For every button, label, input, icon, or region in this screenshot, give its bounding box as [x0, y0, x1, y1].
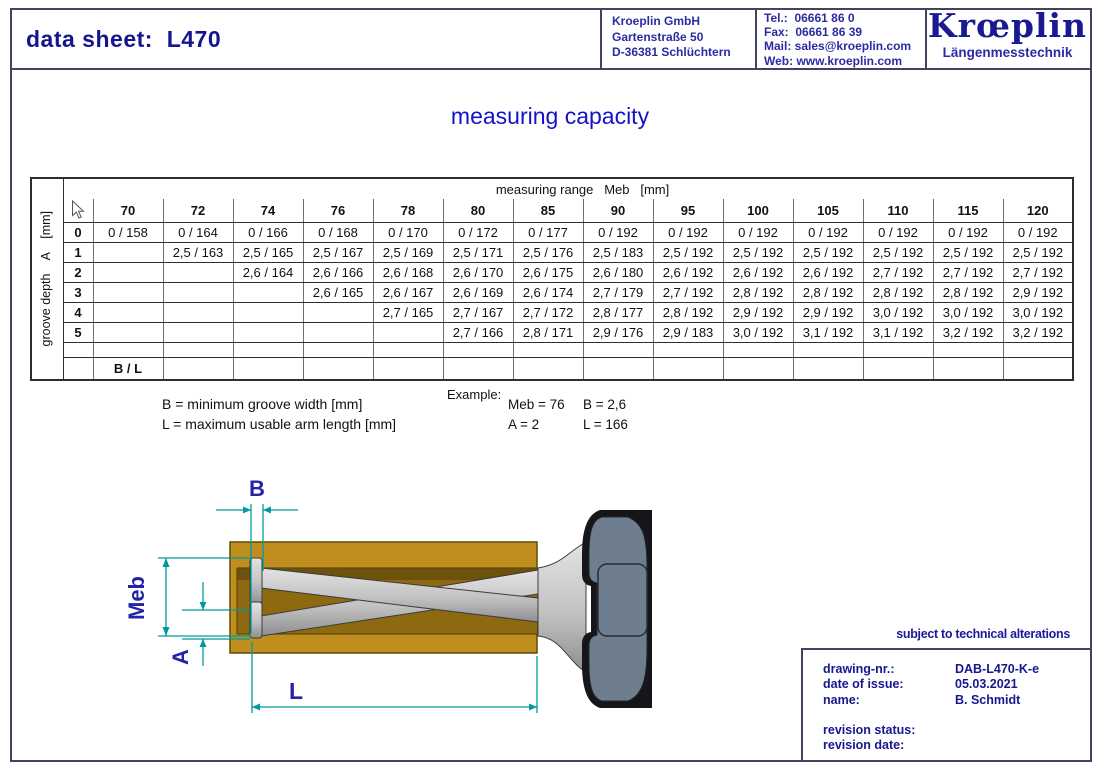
table-cell: 0 / 192	[793, 223, 863, 243]
arm-neck	[538, 542, 586, 672]
table-cell: 0 / 158	[93, 223, 163, 243]
table-cell: 2,5 / 192	[863, 243, 933, 263]
table-cell: 2,6 / 192	[793, 263, 863, 283]
row-label: 4	[63, 303, 93, 323]
footer-cell	[373, 358, 443, 381]
table-cell: 2,9 / 192	[723, 303, 793, 323]
table-cell	[163, 323, 233, 343]
corner-blank-cell	[63, 178, 93, 199]
row-label: 0	[63, 223, 93, 243]
table-cell: 3,0 / 192	[723, 323, 793, 343]
table-cell: 3,0 / 192	[1003, 303, 1073, 323]
table-cell: 2,8 / 192	[653, 303, 723, 323]
spacer-cell	[933, 343, 1003, 358]
table-cell: 3,1 / 192	[793, 323, 863, 343]
table-cell: 0 / 170	[373, 223, 443, 243]
dim-label-a: A	[168, 649, 193, 665]
row-label: 2	[63, 263, 93, 283]
measuring-range-header: measuring range Meb [mm]	[495, 181, 670, 197]
col-header-72: 72	[163, 199, 233, 223]
table-cell	[303, 323, 373, 343]
table-cell: 2,6 / 166	[303, 263, 373, 283]
header-bottom-line	[10, 68, 1092, 70]
footer-row-label	[63, 358, 93, 381]
table-cell: 2,6 / 168	[373, 263, 443, 283]
info-row-drawing-nr	[803, 662, 1092, 677]
info-value: 05.03.2021	[955, 677, 1018, 692]
table-cell: 2,7 / 167	[443, 303, 513, 323]
contact-tel: Tel.: 06661 86 0	[764, 11, 855, 25]
table-cell	[93, 283, 163, 303]
info-label: date of issue:	[823, 677, 904, 692]
footer-cell	[443, 358, 513, 381]
table-cell: 2,8 / 171	[513, 323, 583, 343]
page-title: measuring capacity	[450, 103, 650, 129]
table-row-a5	[31, 323, 1073, 343]
row-label: 1	[63, 243, 93, 263]
table-cell: 2,6 / 175	[513, 263, 583, 283]
table-cell: 2,5 / 169	[373, 243, 443, 263]
example-meb: Meb = 76	[508, 397, 565, 412]
document-title: data sheet: L470	[26, 26, 222, 52]
col-header-100: 100	[723, 199, 793, 223]
table-cell: 2,7 / 179	[583, 283, 653, 303]
table-cell: 2,7 / 192	[653, 283, 723, 303]
footer-cell	[233, 358, 303, 381]
spacer-cell	[1003, 343, 1073, 358]
col-header-120: 120	[1003, 199, 1073, 223]
table-cell: 2,7 / 192	[863, 263, 933, 283]
table-cell: 3,2 / 192	[933, 323, 1003, 343]
row-label: 5	[63, 323, 93, 343]
lower-contact-tip	[250, 602, 262, 638]
info-row-revision-status	[803, 723, 1092, 738]
example-title: Example:	[447, 387, 502, 402]
company-name: Kroeplin GmbH	[612, 14, 701, 28]
table-cell: 0 / 177	[513, 223, 583, 243]
row-label: 3	[63, 283, 93, 303]
table-cell: 2,5 / 171	[443, 243, 513, 263]
footer-cell	[653, 358, 723, 381]
table-cell: 2,5 / 176	[513, 243, 583, 263]
table-cell: 2,6 / 167	[373, 283, 443, 303]
spacer-cell	[163, 343, 233, 358]
table-cell: 0 / 192	[723, 223, 793, 243]
gauge-head	[582, 510, 652, 708]
contact-web: Web: www.kroeplin.com	[764, 53, 903, 68]
table-cell: 2,7 / 192	[1003, 263, 1073, 283]
measuring-capacity-section	[30, 177, 1074, 381]
table-cell: 2,8 / 177	[583, 303, 653, 323]
drawing-info-box	[801, 648, 1092, 762]
table-cell: 2,6 / 192	[723, 263, 793, 283]
footer-cell	[303, 358, 373, 381]
table-cell: 2,5 / 192	[723, 243, 793, 263]
table-cell: 3,2 / 192	[1003, 323, 1073, 343]
table-cell	[163, 303, 233, 323]
table-cell: 3,0 / 192	[863, 303, 933, 323]
footer-cell	[513, 358, 583, 381]
logo-wordmark: Krœplin	[927, 6, 1088, 45]
header-divider-2	[755, 10, 757, 69]
table-cell: 3,1 / 192	[863, 323, 933, 343]
info-value: B. Schmidt	[955, 692, 1021, 707]
table-cell	[93, 323, 163, 343]
spacer-cell	[653, 343, 723, 358]
spacer-cell	[863, 343, 933, 358]
table-cell: 0 / 192	[583, 223, 653, 243]
spacer-cell	[583, 343, 653, 358]
col-header-78: 78	[373, 199, 443, 223]
table-cell	[93, 303, 163, 323]
upper-contact-tip	[250, 558, 262, 604]
table-cell: 0 / 168	[303, 223, 373, 243]
table-cell: 2,5 / 163	[163, 243, 233, 263]
spacer-row-label	[63, 343, 93, 358]
table-cell: 2,7 / 166	[443, 323, 513, 343]
spacer-cell	[443, 343, 513, 358]
table-cell	[233, 283, 303, 303]
col-header-110: 110	[863, 199, 933, 223]
row-axis-label: groove depth A [mm]	[39, 211, 54, 347]
info-label: name:	[823, 692, 860, 707]
table-cell: 2,6 / 164	[233, 263, 303, 283]
table-cell: 2,7 / 165	[373, 303, 443, 323]
table-cell: 2,8 / 192	[933, 283, 1003, 303]
table-cell: 2,5 / 183	[583, 243, 653, 263]
spacer-cell	[233, 343, 303, 358]
contact-mail: Mail: sales@kroeplin.com	[764, 39, 912, 54]
legend-l: L = maximum usable arm length [mm]	[162, 416, 397, 432]
table-cell: 0 / 166	[233, 223, 303, 243]
spacer-cell	[513, 343, 583, 358]
info-label: revision status:	[823, 722, 916, 737]
table-cell: 2,6 / 174	[513, 283, 583, 303]
table-cell: 0 / 172	[443, 223, 513, 243]
bl-label-cell: B / L	[93, 358, 163, 381]
table-cell: 2,8 / 192	[863, 283, 933, 303]
table-cell: 2,6 / 180	[583, 263, 653, 283]
capacity-table	[30, 177, 1074, 381]
company-contact	[764, 11, 911, 68]
company-city: D-36381 Schlüchtern	[612, 45, 731, 59]
table-cell: 2,9 / 183	[653, 323, 723, 343]
col-header-70: 70	[93, 199, 163, 223]
col-header-80: 80	[443, 199, 513, 223]
footer-cell	[793, 358, 863, 381]
dim-label-l: L	[288, 678, 304, 704]
table-cell: 2,5 / 165	[233, 243, 303, 263]
mouse-cursor-icon	[70, 200, 86, 219]
col-header-74: 74	[233, 199, 303, 223]
footer-cell	[723, 358, 793, 381]
table-cell	[303, 303, 373, 323]
col-header-90: 90	[583, 199, 653, 223]
table-row-a3	[31, 283, 1073, 303]
table-cell: 2,7 / 192	[933, 263, 1003, 283]
table-row-a4	[31, 303, 1073, 323]
company-address	[612, 14, 731, 61]
table-cell: 0 / 164	[163, 223, 233, 243]
table-cell: 0 / 192	[933, 223, 1003, 243]
table-cell: 2,5 / 192	[1003, 243, 1073, 263]
info-label: drawing-nr.:	[823, 662, 895, 676]
dim-label-b: B	[249, 476, 265, 501]
table-cell: 2,6 / 192	[653, 263, 723, 283]
row-axis-label-cell	[31, 178, 63, 380]
col-header-85: 85	[513, 199, 583, 223]
spacer-cell	[793, 343, 863, 358]
table-cell: 2,7 / 172	[513, 303, 583, 323]
table-cell: 0 / 192	[653, 223, 723, 243]
table-cell: 2,5 / 192	[653, 243, 723, 263]
table-cell: 2,6 / 170	[443, 263, 513, 283]
spacer-cell	[373, 343, 443, 358]
table-cell	[93, 243, 163, 263]
table-cell: 2,6 / 165	[303, 283, 373, 303]
table-cell: 2,5 / 167	[303, 243, 373, 263]
info-row-date-of-issue	[803, 677, 1092, 692]
table-cell	[163, 263, 233, 283]
cursor-cell	[63, 199, 93, 223]
company-logo	[925, 8, 1090, 60]
table-cell	[233, 303, 303, 323]
table-cell	[163, 283, 233, 303]
footer-cell	[933, 358, 1003, 381]
spacer-cell	[93, 343, 163, 358]
company-street: Gartenstraße 50	[612, 29, 704, 44]
header-divider-1	[600, 10, 602, 69]
info-label: revision date:	[823, 738, 905, 753]
table-cell: 2,6 / 169	[443, 283, 513, 303]
alterations-notice: subject to technical alterations	[896, 627, 1070, 641]
table-row-a0	[31, 223, 1073, 243]
table-row-a2	[31, 263, 1073, 283]
footer-cell	[583, 358, 653, 381]
technical-drawing	[100, 470, 700, 750]
table-cell: 2,9 / 176	[583, 323, 653, 343]
example-a: A = 2	[508, 417, 540, 432]
table-cell: 2,9 / 192	[1003, 283, 1073, 303]
table-cell: 0 / 192	[1003, 223, 1073, 243]
info-row-name	[803, 693, 1092, 708]
example-b: B = 2,6	[583, 397, 627, 412]
col-header-76: 76	[303, 199, 373, 223]
table-cell: 0 / 192	[863, 223, 933, 243]
table-cell: 2,8 / 192	[723, 283, 793, 303]
footer-cell	[863, 358, 933, 381]
table-cell	[233, 323, 303, 343]
table-cell: 2,8 / 192	[793, 283, 863, 303]
table-cell: 2,5 / 192	[793, 243, 863, 263]
logo-subtitle: Längenmesstechnik	[942, 45, 1073, 60]
col-header-115: 115	[933, 199, 1003, 223]
footer-cell	[1003, 358, 1073, 381]
table-cell	[93, 263, 163, 283]
contact-fax: Fax: 06661 86 39	[764, 25, 863, 40]
example-l: L = 166	[583, 417, 628, 432]
col-header-105: 105	[793, 199, 863, 223]
spacer-cell	[303, 343, 373, 358]
footer-cell	[163, 358, 233, 381]
table-cell: 3,0 / 192	[933, 303, 1003, 323]
col-header-95: 95	[653, 199, 723, 223]
spacer-cell	[723, 343, 793, 358]
table-cell	[373, 323, 443, 343]
table-cell: 2,5 / 192	[933, 243, 1003, 263]
table-cell: 2,9 / 192	[793, 303, 863, 323]
dim-label-meb: Meb	[124, 576, 149, 620]
table-row-a1	[31, 243, 1073, 263]
legend-b: B = minimum groove width [mm]	[162, 396, 363, 412]
info-value: DAB-L470-K-e	[955, 662, 1040, 676]
info-row-revision-date	[803, 738, 1092, 753]
